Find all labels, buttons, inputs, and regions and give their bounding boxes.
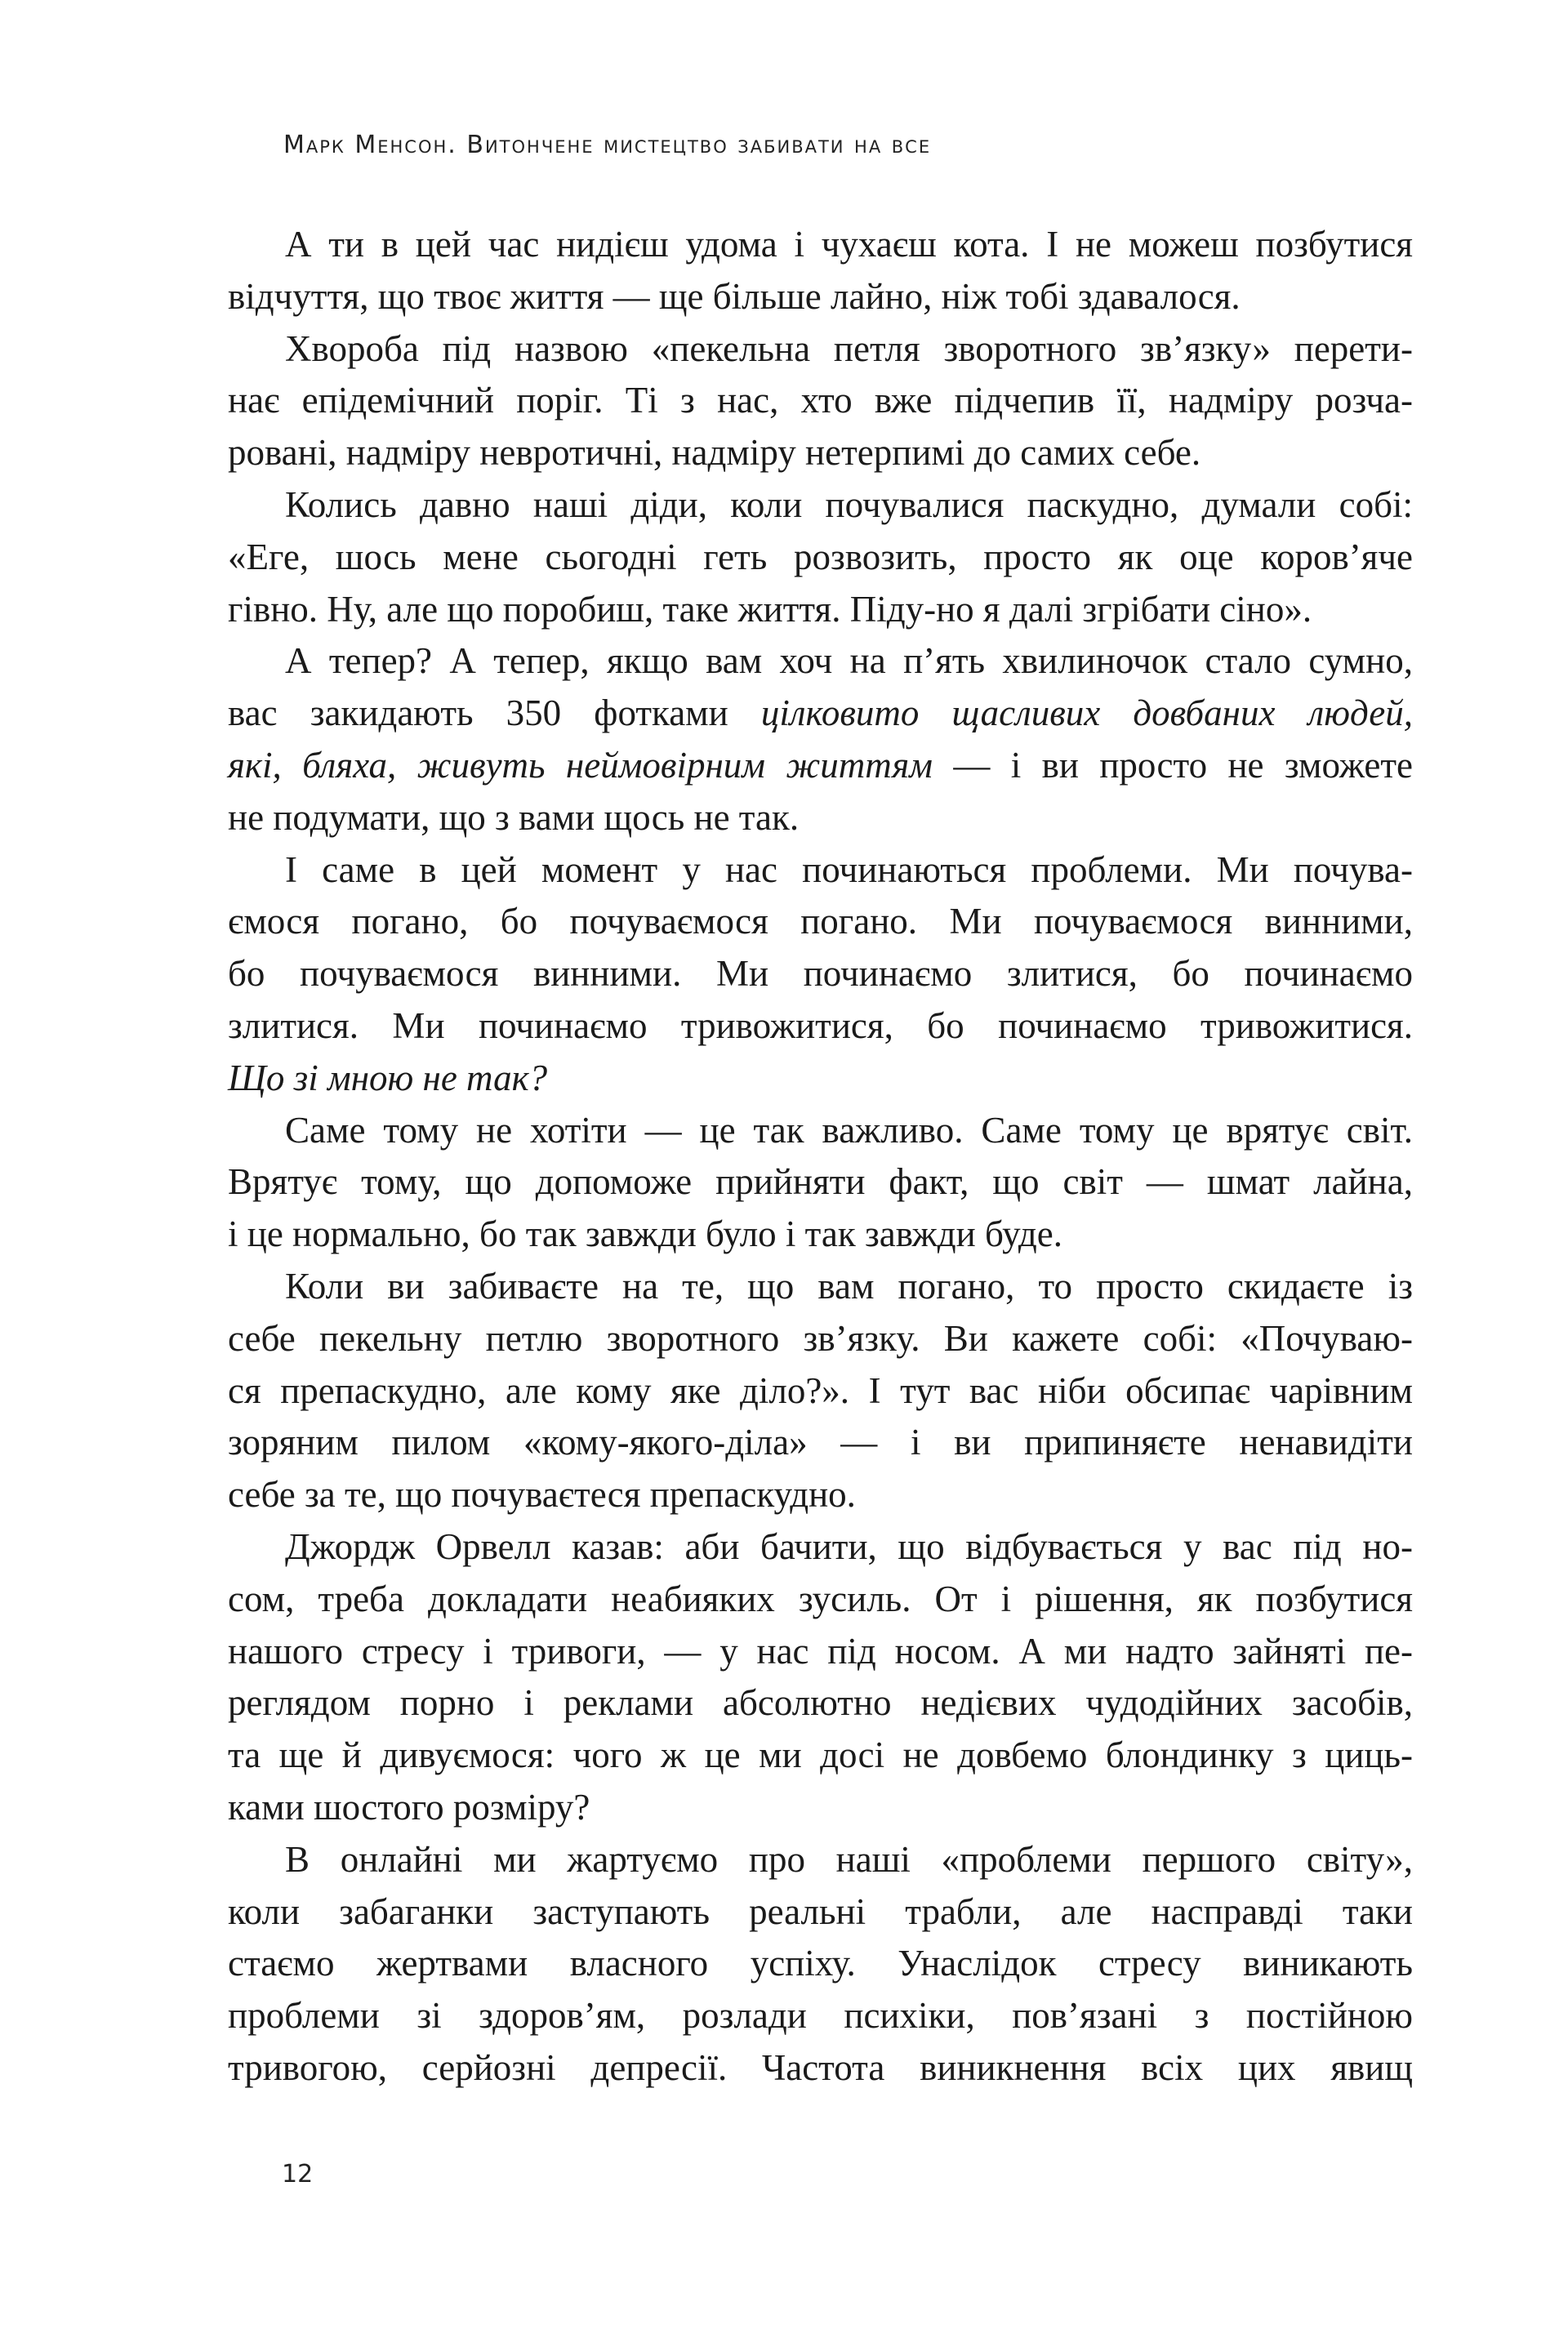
text-line	[228, 1886, 1413, 1939]
text-segment: Хвороба під назвою «пекельна петля зворотного зв’язку» перети-	[285, 327, 1413, 369]
text-line	[228, 740, 1413, 792]
text-line	[228, 427, 1413, 479]
text-line	[228, 2042, 1413, 2095]
text-segment: гівно. Ну, але що поробиш, таке життя. Піду-но я далі згрібати сіно».	[228, 588, 1312, 630]
italic-text: цілковито щасливих довбаних людей,	[760, 692, 1413, 734]
text-line	[228, 1626, 1413, 1678]
text-line	[228, 1782, 1413, 1834]
text-line	[228, 635, 1413, 688]
text-segment: тривогою, серйозні депресії. Частота виникнення всіх цих явищ	[228, 2046, 1413, 2088]
text-line	[228, 1938, 1413, 1990]
text-line	[228, 1521, 1413, 1574]
text-line	[228, 1990, 1413, 2042]
text-segment: ємося погано, бо почуваємося погано. Ми почуваємося винними,	[228, 901, 1413, 942]
paragraph	[228, 323, 1413, 479]
text-segment: ся препаскудно, але кому яке діло?». І тут вас ніби обсипає чарівним	[228, 1369, 1413, 1411]
text-line	[228, 1313, 1413, 1365]
paragraph	[228, 1521, 1413, 1834]
text-segment: В онлайні ми жартуємо про наші «проблеми першого світу»,	[285, 1838, 1413, 1880]
text-segment: реглядом порно і реклами абсолютно недієвих чудодійних засобів,	[228, 1682, 1413, 1724]
text-line	[228, 1156, 1413, 1209]
text-segment: Врятує тому, що допоможе прийняти факт, що світ — шмат лайна,	[228, 1161, 1413, 1203]
text-line	[228, 844, 1413, 897]
text-line	[228, 479, 1413, 532]
text-line	[228, 1677, 1413, 1730]
text-line	[228, 584, 1413, 636]
text-line	[228, 219, 1413, 271]
text-segment: відчуття, що твоє життя — ще більше лайно, ніж тобі здавалося.	[228, 275, 1241, 317]
text-line	[228, 1105, 1413, 1157]
text-segment: — і ви просто не зможете	[932, 744, 1414, 786]
text-segment: себе за те, що почуваєтеся препаскудно.	[228, 1474, 856, 1516]
text-segment: Джордж Орвелл казав: аби бачити, що відбувається у вас під но-	[285, 1525, 1413, 1567]
text-segment: І саме в цей момент у нас починаються проблеми. Ми почува-	[285, 848, 1413, 890]
header-book-title: Витончене мистецтво забивати на все	[466, 131, 932, 159]
paragraph	[228, 479, 1413, 635]
text-segment: стаємо жертвами власного успіху. Унаслідок стресу виникають	[228, 1943, 1413, 1984]
text-segment: ками шостого розміру?	[228, 1786, 590, 1828]
text-line	[228, 948, 1413, 1000]
text-segment: злитися. Ми починаємо тривожитися, бо починаємо тривожитися.	[228, 1004, 1413, 1046]
text-segment: та ще й дивуємося: чого ж це ми досі не довбемо блондинку з циць-	[228, 1734, 1413, 1776]
text-line	[228, 1417, 1413, 1469]
text-segment: себе пекельну петлю зворотного зв’язку. Ви кажете собі: «Почуваю-	[228, 1317, 1413, 1359]
paragraph	[228, 1834, 1413, 2095]
text-line	[228, 1000, 1413, 1053]
text-segment: коли забаганки заступають реальні трабли, але насправді таки	[228, 1890, 1413, 1932]
text-segment: нашого стресу і тривоги, — у нас під носом. А ми надто зайняті пе-	[228, 1630, 1413, 1672]
text-line	[228, 375, 1413, 427]
text-segment: Саме тому не хотіти — це так важливо. Саме тому це врятує світ.	[285, 1109, 1413, 1151]
paragraph	[228, 1261, 1413, 1521]
text-segment: Колись давно наші діди, коли почувалися паскудно, думали собі:	[285, 483, 1413, 525]
header-author: Марк Менсон.	[283, 131, 457, 159]
text-segment: нає епідемічний поріг. Ті з нас, хто вже підчепив її, надміру розча-	[228, 380, 1413, 421]
text-segment: бо почуваємося винними. Ми починаємо злитися, бо починаємо	[228, 953, 1413, 995]
body-text	[228, 219, 1413, 2095]
paragraph	[228, 1105, 1413, 1261]
text-line	[228, 1209, 1413, 1261]
text-line	[228, 1053, 1413, 1105]
text-line	[228, 271, 1413, 323]
text-segment: ровані, надміру невротичні, надміру нетерпимі до самих себе.	[228, 432, 1201, 474]
text-line	[228, 1365, 1413, 1418]
text-line	[228, 1834, 1413, 1886]
text-line	[228, 1261, 1413, 1313]
text-segment: не подумати, що з вами щось не так.	[228, 796, 800, 838]
text-line	[228, 532, 1413, 584]
text-segment: і це нормально, бо так завжди було і так завжди буде.	[228, 1213, 1062, 1255]
page-number: 12	[282, 2160, 314, 2188]
text-segment: Коли ви забиваєте на те, що вам погано, то просто скидаєте із	[285, 1265, 1413, 1307]
text-line	[228, 1574, 1413, 1626]
text-segment: А ти в цей час нидієш удома і чухаєш кота. І не можеш позбутися	[285, 224, 1413, 265]
italic-text: які, бляха, живуть неймовірним життям	[228, 744, 933, 786]
text-segment: А тепер? А тепер, якщо вам хоч на п’ять хвилиночок стало сумно,	[285, 640, 1413, 682]
text-segment: сом, треба докладати неабияких зусиль. От і рішення, як позбутися	[228, 1578, 1413, 1619]
text-line	[228, 688, 1413, 740]
paragraph	[228, 844, 1413, 1105]
text-line	[228, 896, 1413, 948]
paragraph	[228, 635, 1413, 844]
text-segment: «Еге, шось мене сьогодні геть розвозить, просто як оце коров’яче	[228, 536, 1413, 577]
text-line	[228, 1730, 1413, 1782]
text-line	[228, 323, 1413, 376]
text-line	[228, 792, 1413, 844]
italic-text: Що зі мною не так?	[228, 1057, 548, 1098]
text-segment: проблеми зі здоров’ям, розлади психіки, пов’язані з постійною	[228, 1995, 1413, 2037]
paragraph	[228, 219, 1413, 323]
running-header	[283, 131, 931, 159]
text-line	[228, 1469, 1413, 1521]
text-segment: вас закидають 350 фотками	[228, 692, 761, 734]
text-segment: зоряним пилом «кому-якого-діла» — і ви припиняєте ненавидіти	[228, 1422, 1413, 1463]
